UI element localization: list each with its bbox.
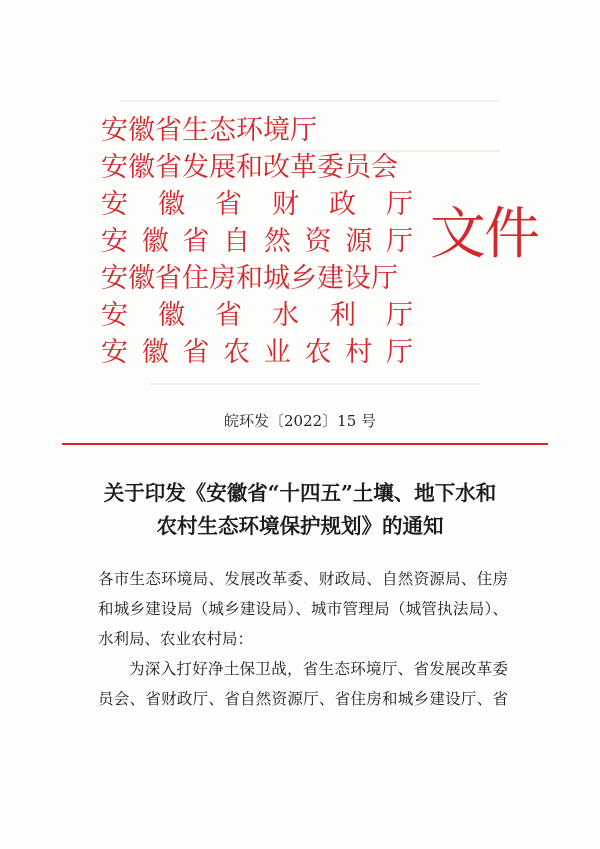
- recipients-line: 水利局、农业农村局：: [98, 630, 254, 648]
- agency-name: 安 徽 省 财 政 厅: [101, 189, 413, 220]
- agency-name: 安 徽 省 农 业 农 村 厅: [101, 337, 413, 368]
- agency-name: 安 徽 省 水 利 厅: [101, 300, 413, 331]
- issuing-agencies: [101, 112, 421, 371]
- body-paragraph: [98, 654, 508, 714]
- recipients: [98, 564, 508, 654]
- notice-title-line-2: 农村生态环境保护规划》的通知: [156, 514, 444, 538]
- recipients-line: 和城乡建设局（城乡建设局）、城市管理局（城管执法局）、: [98, 600, 508, 618]
- paragraph-line: 员会、省财政厅、省自然资源厅、省住房和城乡建设厅、省: [98, 690, 508, 708]
- agency-name: 安徽省发展和改革委员会: [101, 152, 398, 183]
- document-number: 皖环发〔2022〕15 号: [223, 412, 377, 430]
- agency-name: 安徽省生态环境厅: [101, 115, 317, 146]
- agency-name: 安 徽 省 自 然 资 源 厅: [101, 226, 413, 257]
- recipients-line: 各市生态环境局、发展改革委、财政局、自然资源局、住房: [98, 570, 508, 588]
- paragraph-line: 为深入打好净土保卫战，省生态环境厅、省发展改革委: [129, 660, 508, 678]
- red-divider: [62, 443, 548, 445]
- agency-name: 安徽省住房和城乡建设厅: [101, 263, 398, 294]
- scan-bleed-line: [120, 100, 500, 102]
- document-mark: 文件: [430, 202, 538, 267]
- scan-bleed-line: [150, 383, 480, 385]
- notice-title-line-1: 关于印发《安徽省“十四五”土壤、地下水和: [103, 481, 497, 505]
